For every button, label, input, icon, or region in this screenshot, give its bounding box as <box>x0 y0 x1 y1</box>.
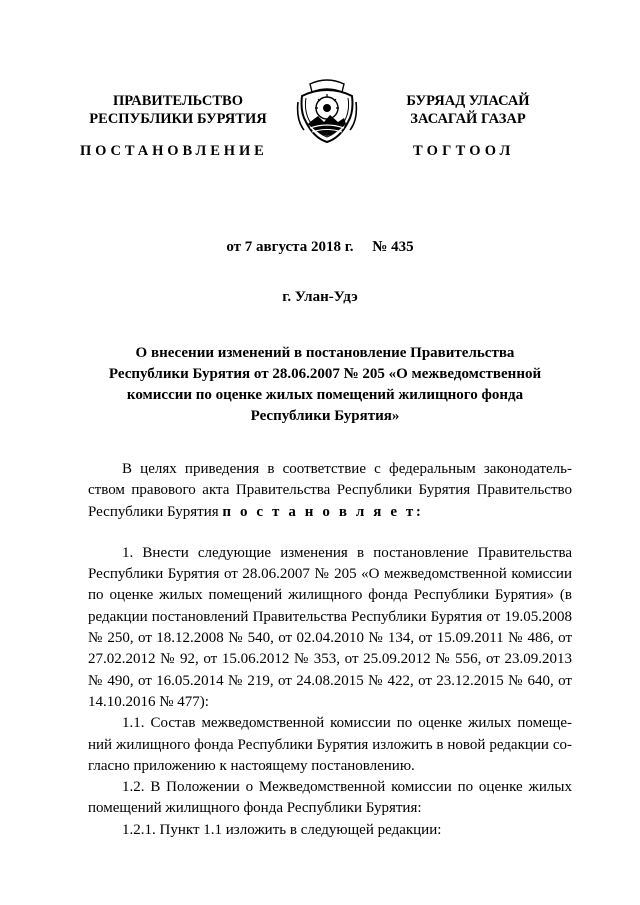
doc-type-bua: ТОГТООЛ <box>413 143 515 159</box>
document-date-number: от 7 августа 2018 г. № 435 <box>226 239 414 255</box>
preamble-emphasis: п о с т а н о в л я е т: <box>222 503 424 520</box>
header-ru-line-1: ПРАВИТЕЛЬСТВО <box>113 93 243 109</box>
government-header-ru <box>78 92 278 128</box>
body-paragraph: 1.2.1. Пункт 1.1 изложить в следующей редакции: <box>122 821 442 838</box>
government-header-bua <box>370 92 566 128</box>
doc-type-ru: ПОСТАНОВЛЕНИЕ <box>80 143 268 159</box>
header-bua-line-1: БУРЯАД УЛАСАЙ <box>406 93 530 109</box>
document-body <box>88 459 572 841</box>
document-title: О внесении изменений в постановление Правительства Республики Бурятия от 28.06.2007 № 205 «О межведомственной комиссии по оценке жилых помещений жилищного фонда Республики Бурятия» <box>108 345 542 424</box>
preamble-text: В целях приведения в соответствие с федеральным законодатель-ством правового акта Правительства Республики Бурятия Правительство Республики Бурятия <box>88 461 572 520</box>
body-paragraph: 1.2. В Положении о Межведомственной комиссии по оценке жилых помещений жилищного фонда Республики Бурятия: <box>88 779 572 817</box>
coat-of-arms-icon <box>296 76 358 144</box>
body-paragraph: 1.1. Состав межведомственной комиссии по оценке жилых помеще-ний жилищного фонда Республики Бурятия изложить в новой редакции со-гласно приложению к настоящему постановлению. <box>88 715 572 774</box>
preamble-paragraph <box>88 459 572 523</box>
body-paragraph: 1. Внести следующие изменения в постановление Правительства Республики Бурятия от 28.06.2007 № 205 «О межведомственной комиссии по оценке жилых помещений жилищного фонда Республики Бурятия» (в редакции постановлений Правительства Республики Бурятия от 19.05.2008 № 250, от 18.12.2008 № 540, от 02.04.2010 № 134, от 15.09.2011 № 486, от 27.02.2012 № 92, от 15.06.2012 № 353, от 25.09.2012 № 556, от 23.09.2013 № 490, от 16.05.2014 № 219, от 24.08.2015 № 422, от 23.12.2015 № 640, от 14.10.2016 № 477): <box>88 544 572 710</box>
header-ru-line-2: РЕСПУБЛИКИ БУРЯТИЯ <box>89 111 267 127</box>
header-bua-line-2: ЗАСАГАЙ ГАЗАР <box>410 111 526 127</box>
document-city: г. Улан-Удэ <box>282 289 358 305</box>
